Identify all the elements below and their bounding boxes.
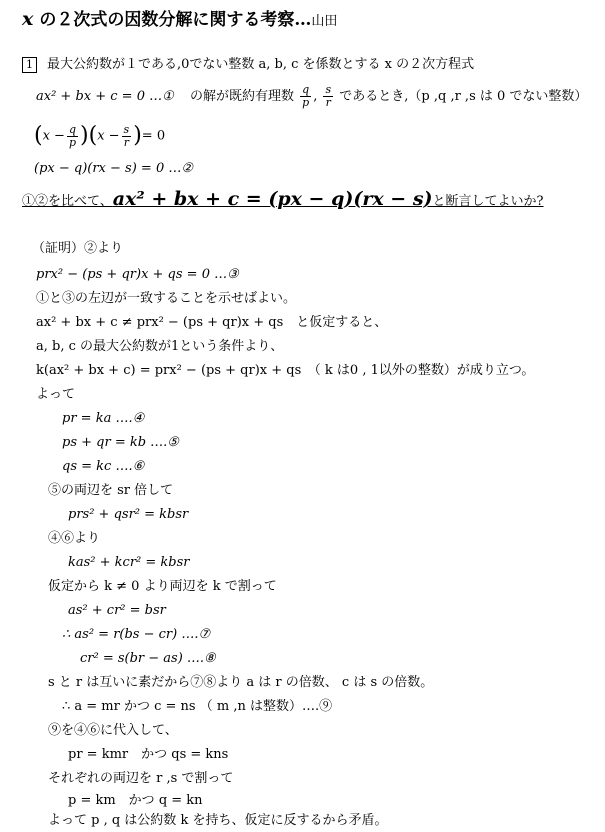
question-math: ax² + bx + c = (px − q)(rx − s) xyxy=(112,188,433,210)
proof-line-12: prs² + qsr² = kbsr xyxy=(68,507,189,522)
proof-line-23: それぞれの両辺を r ,s で割って xyxy=(48,771,234,786)
page-title xyxy=(22,10,337,31)
solution-statement xyxy=(190,82,587,112)
problem-number-box: 1 xyxy=(22,57,37,73)
proof-line-6: k(ax² + bx + c) = prx² − (ps + qr)x + qs （ k は0 , 1以外の整数）が成り立つ。 xyxy=(36,363,535,378)
proof-line-21: ⑨を④⑥に代入して、 xyxy=(48,723,178,738)
equation-1: ax² + bx + c = 0 …① xyxy=(36,89,174,104)
proof-line-16: as² + cr² = bsr xyxy=(68,603,166,618)
title-dots: … xyxy=(294,10,312,30)
question-line xyxy=(22,186,544,215)
proof-line-13: ④⑥より xyxy=(48,531,101,546)
factor-a: x − xyxy=(42,128,65,144)
proof-line-7: よって xyxy=(36,387,76,402)
proof-line-17: ∴ as² = r(bs − cr) ….⑦ xyxy=(62,627,211,642)
proof-line-22: pr = kmr かつ qs = kns xyxy=(68,747,229,762)
factored-equation-end: = 0 xyxy=(141,128,166,144)
proof-line-11: ⑤の両辺を sr 倍して xyxy=(48,483,174,498)
factor-b-fraction: $\frac{s}{r}$ xyxy=(123,122,130,149)
proof-line-2: prx² − (ps + qr)x + qs = 0 …③ xyxy=(36,267,239,282)
fraction-q-over-p: $\frac{q}{p}$ xyxy=(302,83,310,109)
title-variable: x xyxy=(22,8,34,30)
factor-a-fraction: $\frac{q}{p}$ xyxy=(68,122,76,149)
fraction-s-over-r: $\frac{s}{r}$ xyxy=(325,83,332,109)
proof-line-4: ax² + bx + c ≠ prx² − (ps + qr)x + qs と仮定すると、 xyxy=(36,315,388,330)
fraction-separator: , xyxy=(313,89,318,104)
proof-line-10: qs = kc ….⑥ xyxy=(62,459,145,474)
proof-line-25: よって p , q は公約数 k を持ち、仮定に反するから矛盾。 xyxy=(48,813,388,828)
equation-1-line xyxy=(36,88,174,106)
proof-line-5: a, b, c の最大公約数が1という条件より、 xyxy=(36,339,284,354)
solution-post: であるとき,（p ,q ,r ,s は 0 でない整数） xyxy=(339,89,588,104)
proof-line-20: ∴ a = mr かつ c = ns （ m ,n は整数）….⑨ xyxy=(62,699,333,714)
proof-line-1: （証明）②より xyxy=(32,241,124,256)
factored-equation: (x − $\frac{q}{p}$ )(x − $\frac{s}{r}$ )= 0 xyxy=(34,122,166,149)
equation-2: (px − q)(rx − s) = 0 …② xyxy=(34,161,194,176)
proof-line-19: s と r は互いに素だから⑦⑧より a は r の倍数、 c は s の倍数。 xyxy=(48,675,434,690)
proof-line-18: cr² = s(br − as) ….⑧ xyxy=(80,651,216,666)
proof-line-9: ps + qr = kb ….⑤ xyxy=(62,435,179,450)
proof-line-3: ①と③の左辺が一致することを示せばよい。 xyxy=(36,291,297,306)
equation-2-line xyxy=(34,160,193,178)
proof-line-15: 仮定から k ≠ 0 より両辺を k で割って xyxy=(48,579,277,594)
title-text: の２次式の因数分解に関する考察 xyxy=(39,10,295,30)
proof-line-24: p = km かつ q = kn xyxy=(68,793,203,808)
proof-line-14: kas² + kcr² = kbsr xyxy=(68,555,190,570)
solution-pre: の解が既約有理数 xyxy=(190,89,295,104)
problem-intro-line xyxy=(22,56,474,74)
question-post: と断言してよいか? xyxy=(432,194,544,209)
title-author: 山田 xyxy=(311,14,338,29)
proof-line-8: pr = ka ….④ xyxy=(62,411,145,426)
factor-b: x − xyxy=(97,128,120,144)
question-pre: ①②を比べて、 xyxy=(22,194,113,209)
problem-intro: 最大公約数が１である,0でない整数 a, b, c を係数とする x の２次方程式 xyxy=(47,57,475,72)
